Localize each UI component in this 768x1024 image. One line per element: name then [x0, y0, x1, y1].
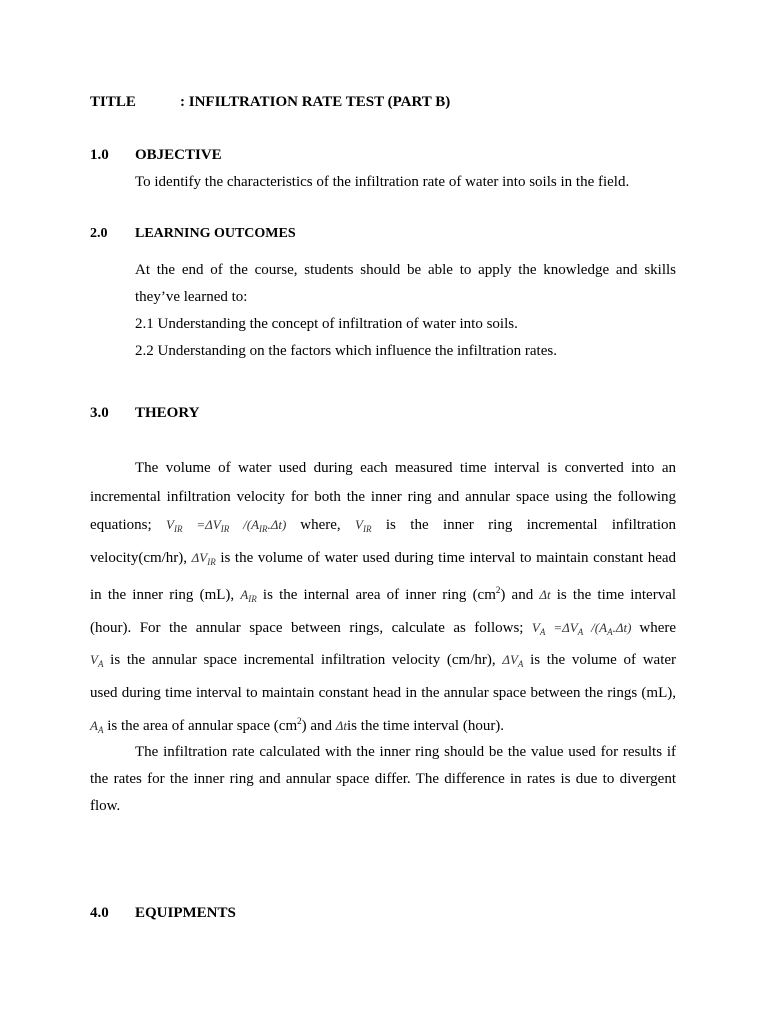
symbol-delta-v-a: $\Delta V_A$ — [502, 652, 524, 669]
equation-annular: $V_A =\Delta V_A$ $/(A_A.\Delta t)$ — [531, 619, 640, 637]
theory-p1-line9: $A_A$ is the area of annular space $(cm^2)$ and Δtis the time interval (hour). — [90, 716, 505, 735]
theory-paragraph-1 — [90, 454, 676, 745]
symbol-delta-t: Δt — [539, 587, 551, 602]
objective-text: To identify the characteristics of the infiltration rate of water into soils in the field. — [135, 174, 630, 190]
section-number-4: 4.0 — [90, 905, 109, 921]
symbol-delta-t-2: Δt — [335, 718, 348, 733]
equation-inner-ring: $V_{IR} =\Delta V_{IR}$ $/(A_{IR}.\Delta t)$ — [166, 517, 301, 534]
symbol-v-a: $V_A$ — [90, 652, 104, 669]
theory-p1-line2: incremental infiltration velocity for both the inner ring and annular space using the following — [90, 488, 676, 505]
objective-heading: OBJECTIVE — [135, 147, 222, 163]
section-number-1: 1.0 — [90, 147, 109, 163]
outcome-item-1: 2.1 Understanding the concept of infiltration of water into soils. — [135, 316, 518, 332]
title-label: TITLE — [90, 94, 136, 110]
theory-p1-line1: The volume of water used during each measured time interval is converted into an — [135, 460, 676, 476]
theory-heading: THEORY — [135, 405, 200, 421]
symbol-v-ir: $V_{IR}$ — [355, 517, 372, 534]
symbol-a-ir: $A_{IR}$ — [240, 587, 257, 604]
learning-outcomes-body — [135, 257, 676, 365]
outcome-item-2: 2.2 Understanding on the factors which influence the infiltration rates. — [135, 343, 557, 359]
theory-p2-line1: The infiltration rate calculated with the inner ring should be the value used for results if — [135, 744, 676, 760]
symbol-a-a: $A_A$ — [90, 718, 104, 735]
theory-p1-line8: used during time interval to maintain constant head in the annular space between the rings (mL), — [90, 684, 676, 701]
theory-p1-line6: (hour). For the annular space between rings, calculate as follows; $V_A =\Delta V_A$ $/(A_A.\Delta t)$ where — [90, 619, 677, 637]
theory-paragraph-2 — [90, 739, 676, 820]
outcomes-intro-line1: At the end of the course, students should be able to apply the knowledge and skills — [135, 262, 676, 278]
section-number-3: 3.0 — [90, 405, 109, 421]
outcomes-intro-line2: they’ve learned to: — [135, 289, 248, 305]
symbol-delta-v-ir: $\Delta V_{IR}$ — [191, 549, 216, 567]
theory-p1-line5: in the inner ring (mL), $A_{IR}$ is the internal area of inner ring $(cm^2)$ and Δt is the time interval — [90, 585, 677, 604]
learning-outcomes-heading: LEARNING OUTCOMES — [135, 226, 296, 241]
theory-p1-line4: velocity(cm/hr), $\Delta V_{IR}$ is the volume of water used during time interval to maintain constant head — [90, 549, 677, 567]
theory-p2-line3: flow. — [90, 798, 121, 814]
theory-p1-line7: $V_A$ is the annular space incremental infiltration velocity (cm/hr), $\Delta V_A$ is the volume of water — [90, 652, 677, 669]
theory-p1-line3: equations; $V_{IR} =\Delta V_{IR}$ $/(A_{IR}.\Delta t)$ where, $V_{IR}$ is the inner ring incremental infiltration — [90, 517, 677, 534]
equipments-heading: EQUIPMENTS — [135, 905, 236, 921]
page-title: : INFILTRATION RATE TEST (PART B) — [180, 94, 451, 110]
theory-p2-line2: the rates for the inner ring and annular space differ. The difference in rates is due to divergent — [90, 771, 676, 787]
section-number-2: 2.0 — [90, 226, 108, 241]
